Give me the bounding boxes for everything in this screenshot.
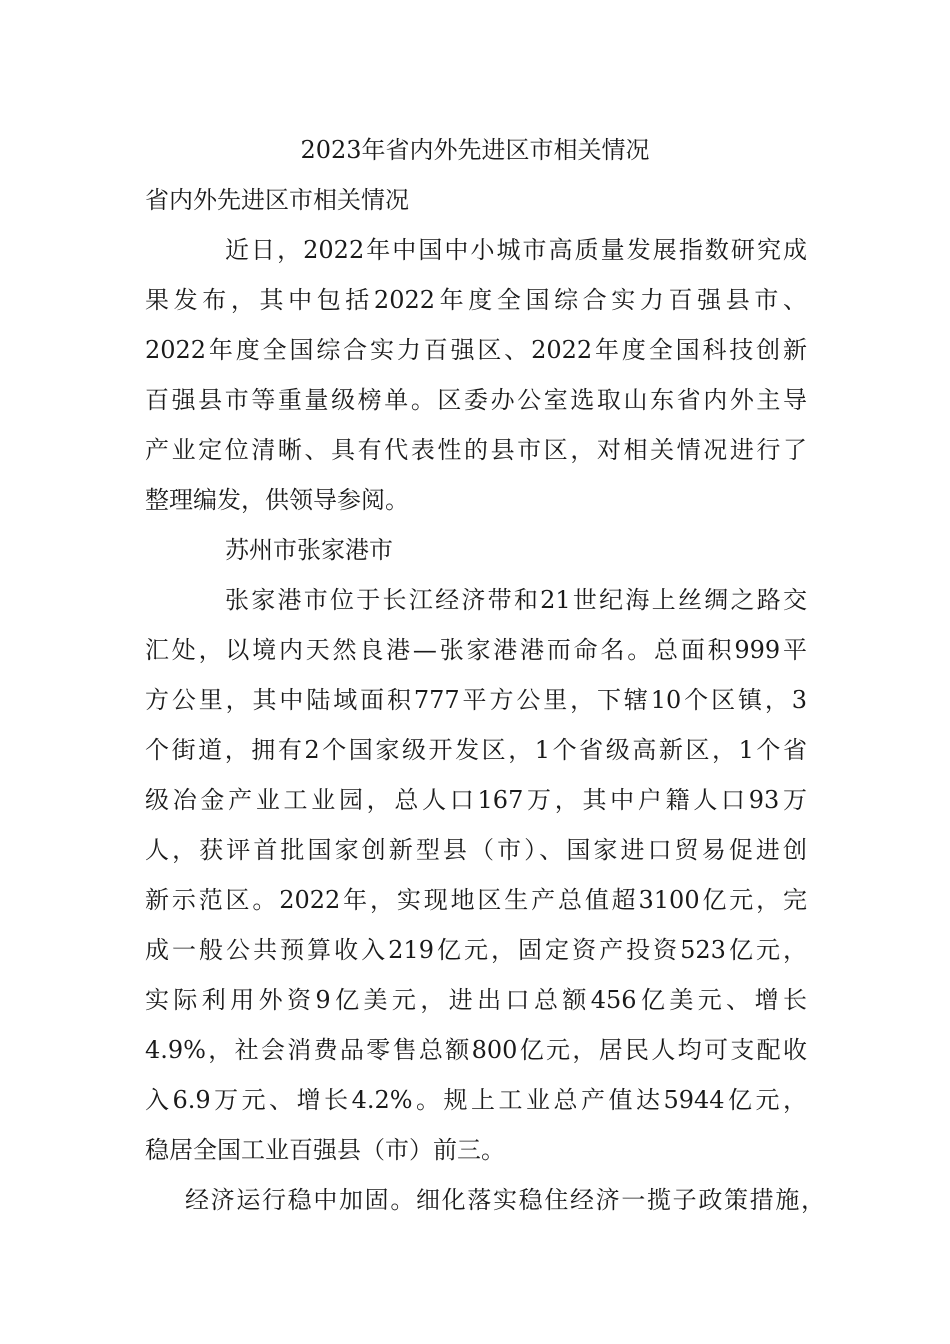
body-line: 个街道，拥有2个国家级开发区，1个省级高新区，1个省 xyxy=(145,736,807,764)
body-line: 4.9%，社会消费品零售总额800亿元，居民人均可支配收 xyxy=(145,1036,807,1064)
body-line: 级冶金产业工业园，总人口167万，其中户籍人口93万 xyxy=(145,786,807,814)
body-line: 方公里，其中陆域面积777平方公里，下辖10个区镇，3 xyxy=(145,686,807,714)
body-line: 新示范区。2022年，实现地区生产总值超3100亿元，完 xyxy=(145,886,807,914)
body-line: 入6.9万元、增长4.2%。规上工业总产值达5944亿元， xyxy=(145,1086,807,1114)
body-line: 人，获评首批国家创新型县（市）、国家进口贸易促进创 xyxy=(145,836,807,864)
intro-line: 产业定位清晰、具有代表性的县市区，对相关情况进行了 xyxy=(145,436,807,464)
intro-line: 近日，2022年中国中小城市高质量发展指数研究成 xyxy=(225,236,807,264)
body-line: 稳居全国工业百强县（市）前三。 xyxy=(145,1136,505,1164)
body-line: 成一般公共预算收入219亿元，固定资产投资523亿元， xyxy=(145,936,807,964)
body-line: 张家港市位于长江经济带和21世纪海上丝绸之路交 xyxy=(225,586,807,614)
intro-line: 2022年度全国综合实力百强区、2022年度全国科技创新 xyxy=(145,336,807,364)
document-subtitle: 省内外先进区市相关情况 xyxy=(145,186,409,214)
intro-line: 果发布，其中包括2022年度全国综合实力百强县市、 xyxy=(145,286,807,314)
paragraph-start-line: 经济运行稳中加固。细化落实稳住经济一揽子政策措施， xyxy=(185,1186,825,1214)
intro-line: 百强县市等重量级榜单。区委办公室选取山东省内外主导 xyxy=(145,386,807,414)
intro-line: 整理编发，供领导参阅。 xyxy=(145,486,409,514)
section-heading: 苏州市张家港市 xyxy=(225,536,393,564)
document-title: 2023年省内外先进区市相关情况 xyxy=(300,136,650,164)
body-line: 实际利用外资9亿美元，进出口总额456亿美元、增长 xyxy=(145,986,807,1014)
body-line: 汇处，以境内天然良港—张家港港而命名。总面积999平 xyxy=(145,636,807,664)
